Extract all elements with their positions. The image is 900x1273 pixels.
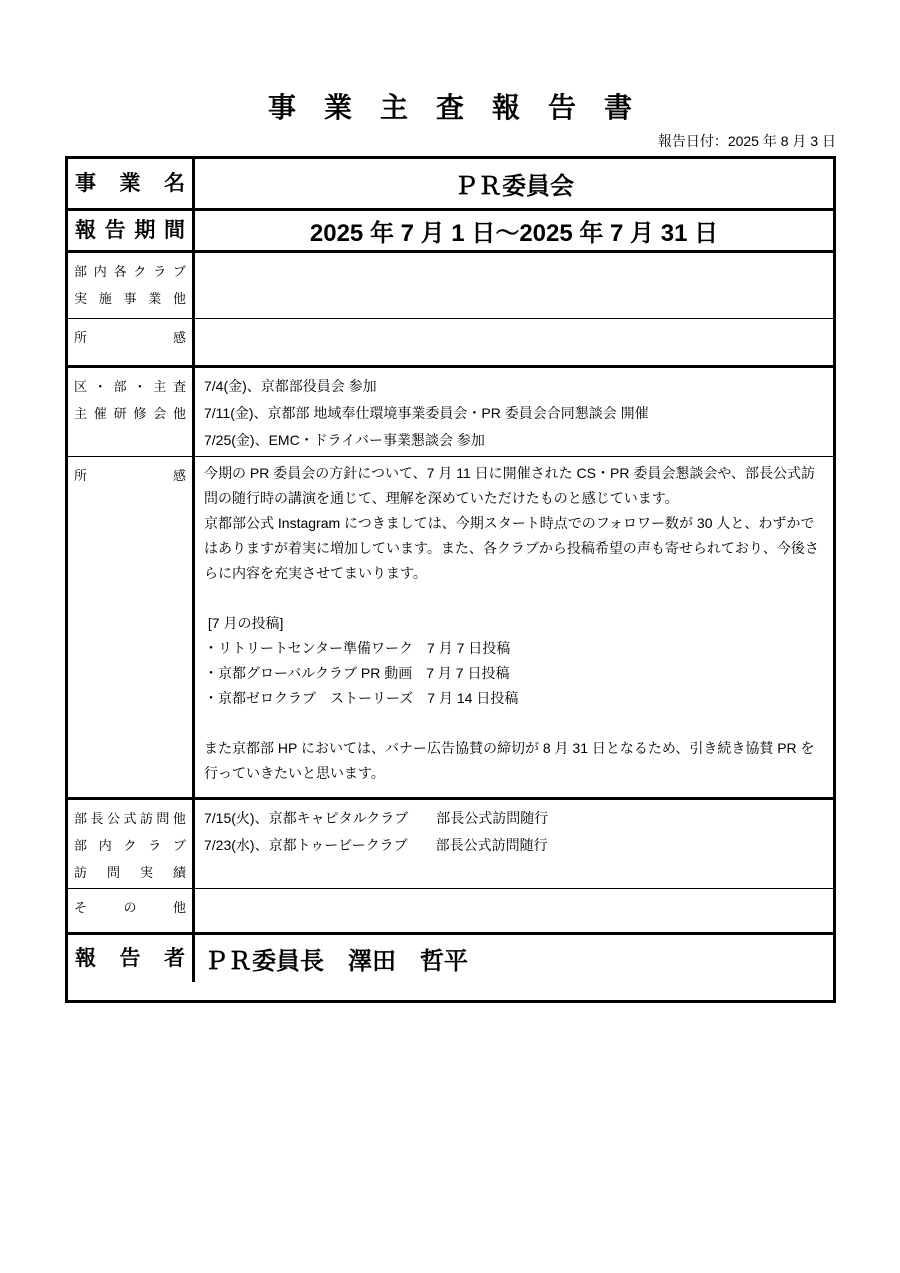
official-visits-label — [68, 800, 195, 888]
row-business-name — [68, 159, 833, 211]
label-line: 事 業 名 — [75, 171, 185, 195]
label-line: 報 告 者 — [75, 946, 185, 970]
report-date: 報告日付：2025 年 8 月 3 日 — [657, 133, 836, 149]
label-line: 主 催 研 修 会 他 — [74, 406, 186, 421]
label-line: 区 ・ 部 ・ 主 査 — [74, 379, 186, 394]
report-period-value: 2025 年 7 月 1 日～2025 年 7 月 31 日 — [309, 220, 719, 247]
row-meetings — [68, 368, 833, 457]
row-report-period — [68, 211, 833, 253]
document-title: 事業主査報告書 — [267, 92, 660, 123]
label-line: 所 感 — [74, 468, 186, 483]
impressions-1-label — [68, 319, 195, 365]
impressions-1-value — [195, 319, 833, 365]
club-activities-label — [68, 253, 195, 318]
label-line: 部 内 各 ク ラ ブ — [74, 264, 186, 279]
row-official-visits — [68, 800, 833, 889]
row-impressions-2 — [68, 457, 833, 800]
business-name-label — [68, 159, 195, 208]
other-label — [68, 889, 195, 932]
impressions-2-value: 今期の PR 委員会の方針について、7 月 11 日に開催された CS・PR 委員会懇談会や、部長公式訪問の随行時の講演を通じて、理解を深めていただけたものと感じています。 京都部公式 Instagram につきましては、今期スタート時点でのフォロワー数が 30 人と、わずかではありますが着実に増加しています。また、各クラブから投稿希望の声も寄せられており、今後さらに内容を充実させてまいります。 [7 月の投稿] ・リトリートセンター準備ワーク 7 月 7 日投稿 ・京都グローバルクラブ PR 動画 7 月 7 日投稿 ・京都ゼロクラブ ストーリーズ 7 月 14 日投稿 また京都部 HP においては、バナー広告協賛の締切が 8 月 31 日となるため、引き続き協賛 PR を行っていきたいと思います。 — [204, 465, 819, 781]
business-name-value: ＰＲ委員会 — [454, 173, 574, 200]
report-table — [65, 156, 836, 1003]
reporter-label — [68, 935, 195, 982]
club-activities-value — [195, 253, 833, 318]
label-line: 訪 問 実 績 — [74, 865, 186, 880]
report-period-label — [68, 211, 195, 250]
row-club-activities — [68, 253, 833, 319]
other-value — [195, 889, 833, 932]
label-line: 部 内 ク ラ ブ — [74, 838, 186, 853]
label-line: 部 長 公 式 訪 問 他 — [74, 811, 186, 826]
row-impressions-1 — [68, 319, 833, 368]
label-line: 所 感 — [74, 330, 186, 345]
reporter-value: ＰＲ委員長 澤田 哲平 — [204, 948, 468, 975]
meetings-value: 7/4(金)、京都部役員会 参加 7/11(金)、京都部 地域奉仕環境事業委員会・PR 委員会合同懇談会 開催 7/25(金)、EMC・ドライバー事業懇談会 参加 — [204, 378, 649, 448]
label-line: 実 施 事 業 他 — [74, 291, 186, 306]
row-reporter — [68, 935, 833, 982]
official-visits-value: 7/15(火)、京都キャピタルクラブ 部長公式訪問随行 7/23(水)、京都トゥービークラブ 部長公式訪問随行 — [204, 810, 549, 853]
label-line: 報 告 期 間 — [75, 218, 185, 242]
impressions-2-label — [68, 457, 195, 797]
row-other — [68, 889, 833, 935]
meetings-label — [68, 368, 195, 456]
label-line: そ の 他 — [74, 900, 186, 915]
